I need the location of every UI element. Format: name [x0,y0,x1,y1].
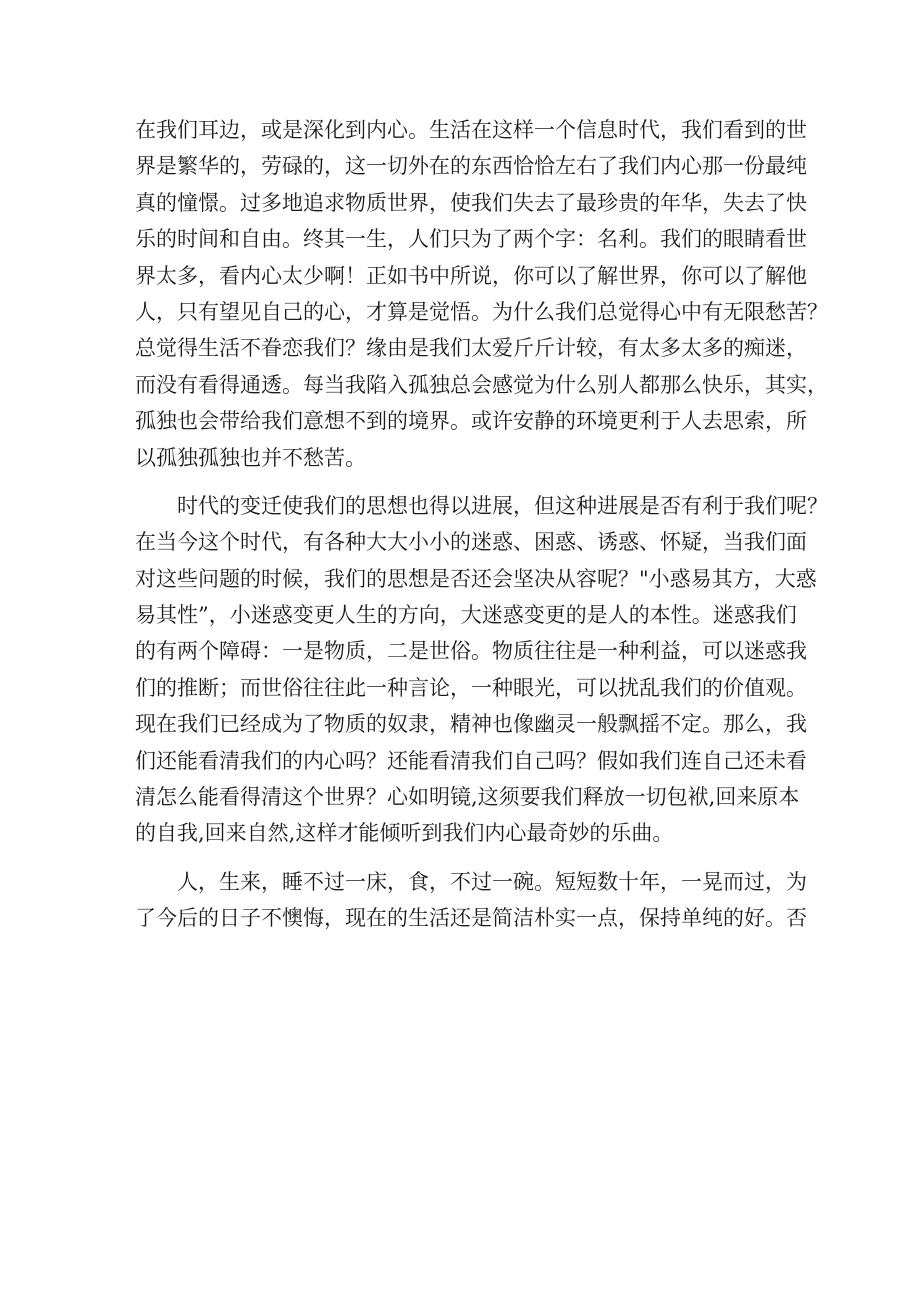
body-text [135,112,828,937]
text-line: 乐的时间和自由。终其一生，人们只为了两个字：名利。我们的眼睛看世 [135,227,807,252]
paragraph-spacing [135,852,795,864]
text-line: 人，生来，睡不过一床，食，不过一碗。短短数十年，一晃而过，为 [177,869,807,894]
text-line: 人，只有望见自己的心，才算是觉悟。为什么我们总觉得心中有无限愁苦？ [135,299,828,324]
text-line: 真的憧憬。过多地追求物质世界，使我们失去了最珍贵的年华，失去了快 [135,190,807,215]
paragraph-3 [135,864,807,937]
text-line: 的有两个障碍：一是物质，二是世俗。物质往往是一种利益，可以迷惑我 [135,639,807,664]
text-line: 现在我们已经成为了物质的奴隶，精神也像幽灵一般飘摇不定。那么，我 [135,712,807,737]
text-line: 对这些问题的时候，我们的思想是否还会坚决从容呢？"小惑易其方，大惑 [135,566,817,591]
paragraph-1 [135,112,828,476]
text-line: 孤独也会带给我们意想不到的境界。或许安静的环境更利于人去思索，所 [135,409,807,434]
text-line: 时代的变迁使我们的思想也得以进展，但这种进展是否有利于我们呢？ [177,493,828,518]
text-line: 们的推断；而世俗往往此一种言论，一种眼光，可以扰乱我们的价值观。 [135,675,807,700]
paragraph-2 [135,488,828,852]
text-line: 在当今这个时代，有各种大大小小的迷惑、困惑、诱惑、怀疑，当我们面 [135,530,807,555]
text-line: 界太多，看内心太少啊！正如书中所说，你可以了解世界，你可以了解他 [135,263,807,288]
paragraph-spacing [135,476,795,488]
text-line: 以孤独孤独也并不愁苦。 [135,445,366,470]
text-line: 们还能看清我们的内心吗？还能看清我们自己吗？假如我们连自己还未看 [135,748,807,773]
text-line: 在我们耳边，或是深化到内心。生活在这样一个信息时代，我们看到的世 [135,118,807,142]
text-line: 而没有看得通透。每当我陷入孤独总会感觉为什么别人都那么快乐，其实， [135,372,828,397]
text-line: 清怎么能看得清这个世界？心如明镜,这须要我们释放一切包袱,回来原本 [135,785,800,810]
text-line: 界是繁华的，劳碌的，这一切外在的东西恰恰左右了我们内心那一份最纯 [135,154,807,179]
text-line: 了今后的日子不懊悔，现在的生活还是简洁朴实一点，保持单纯的好。否 [135,906,807,931]
text-line: 的自我,回来自然,这样才能倾听到我们内心最奇妙的乐曲。 [135,821,674,846]
text-line: 总觉得生活不眷恋我们？缘由是我们太爱斤斤计较，有太多太多的痴迷， [135,336,807,361]
text-line: 易其性”，小迷惑变更人生的方向，大迷惑变更的是人的本性。迷惑我们 [135,603,797,628]
